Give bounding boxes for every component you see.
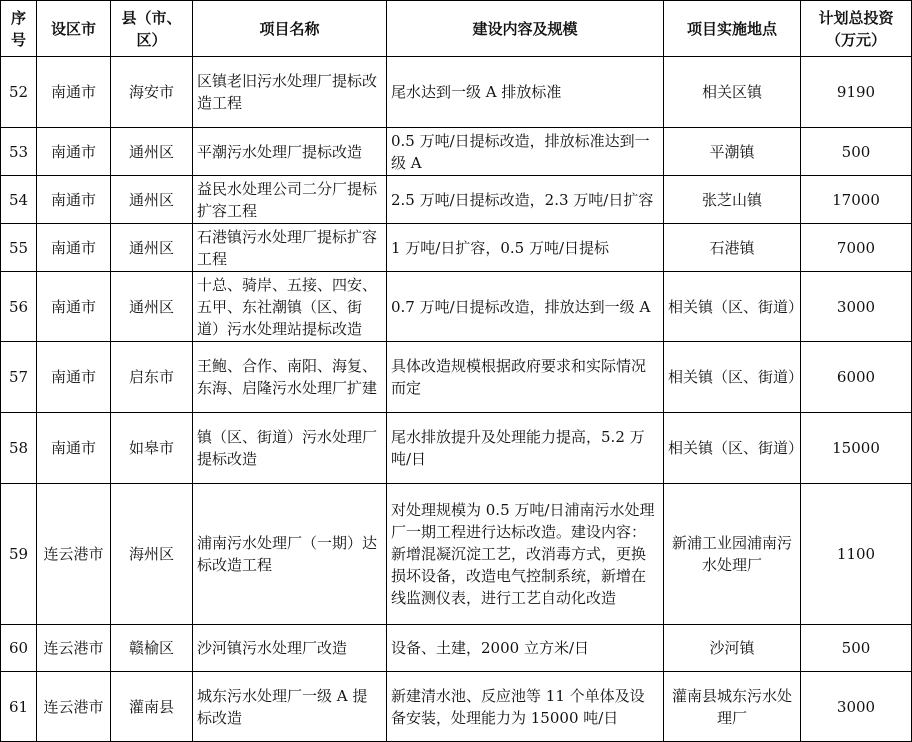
cell-investment: 17000 [801,176,912,224]
cell-seq: 54 [1,176,37,224]
cell-location: 新浦工业园浦南污水处理厂 [664,484,801,625]
cell-project: 沙河镇污水处理厂改造 [193,625,387,672]
cell-project: 城东污水处理厂一级 A 提标改造 [193,672,387,742]
cell-content: 尾水达到一级 A 排放标准 [387,57,664,128]
header-investment: 计划总投资（万元） [801,1,912,57]
cell-investment: 9190 [801,57,912,128]
cell-project: 区镇老旧污水处理厂提标改造工程 [193,57,387,128]
cell-city: 南通市 [37,128,111,176]
cell-content: 尾水排放提升及处理能力提高，5.2 万吨/日 [387,413,664,484]
table-row [1,224,912,272]
cell-county: 海州区 [111,484,193,625]
header-seq: 序号 [1,1,37,57]
cell-county: 通州区 [111,272,193,342]
cell-investment: 15000 [801,413,912,484]
cell-location: 平潮镇 [664,128,801,176]
table-row [1,484,912,625]
cell-seq: 57 [1,342,37,413]
table-row [1,176,912,224]
cell-content: 2.5 万吨/日提标改造，2.3 万吨/日扩容 [387,176,664,224]
cell-city: 连云港市 [37,625,111,672]
cell-county: 赣榆区 [111,625,193,672]
cell-county: 通州区 [111,224,193,272]
cell-county: 通州区 [111,128,193,176]
cell-location: 张芝山镇 [664,176,801,224]
cell-county: 海安市 [111,57,193,128]
cell-investment: 500 [801,625,912,672]
header-location: 项目实施地点 [664,1,801,57]
cell-content: 对处理规模为 0.5 万吨/日浦南污水处理厂一期工程进行达标改造。建设内容：新增混凝沉淀工艺，改消毒方式，更换损坏设备，改造电气控制系统，新增在线监测仪表，进行工艺自动化改造 [387,484,664,625]
cell-seq: 61 [1,672,37,742]
cell-project: 王鲍、合作、南阳、海复、东海、启隆污水处理厂扩建 [193,342,387,413]
header-row [1,1,912,57]
cell-location: 相关镇（区、街道） [664,272,801,342]
cell-content: 具体改造规模根据政府要求和实际情况而定 [387,342,664,413]
cell-county: 如皋市 [111,413,193,484]
cell-investment: 500 [801,128,912,176]
cell-seq: 55 [1,224,37,272]
header-content: 建设内容及规模 [387,1,664,57]
cell-project: 镇（区、街道）污水处理厂提标改造 [193,413,387,484]
cell-project: 浦南污水处理厂（一期）达标改造工程 [193,484,387,625]
cell-investment: 3000 [801,272,912,342]
cell-location: 相关区镇 [664,57,801,128]
cell-content: 0.7 万吨/日提标改造，排放达到一级 A [387,272,664,342]
cell-seq: 59 [1,484,37,625]
cell-city: 南通市 [37,272,111,342]
cell-location: 灌南县城东污水处理厂 [664,672,801,742]
cell-seq: 58 [1,413,37,484]
cell-project: 十总、骑岸、五接、四安、五甲、东社潮镇（区、街道）污水处理站提标改造 [193,272,387,342]
cell-county: 灌南县 [111,672,193,742]
cell-city: 连云港市 [37,672,111,742]
cell-project: 益民水处理公司二分厂提标扩容工程 [193,176,387,224]
header-project: 项目名称 [193,1,387,57]
table-row [1,57,912,128]
table-row [1,272,912,342]
cell-investment: 3000 [801,672,912,742]
cell-location: 相关镇（区、街道） [664,413,801,484]
cell-city: 南通市 [37,413,111,484]
table-row [1,413,912,484]
cell-city: 南通市 [37,342,111,413]
table-row [1,672,912,742]
cell-seq: 52 [1,57,37,128]
cell-city: 南通市 [37,176,111,224]
cell-location: 相关镇（区、街道） [664,342,801,413]
cell-content: 0.5 万吨/日提标改造，排放标准达到一级 A [387,128,664,176]
cell-city: 南通市 [37,224,111,272]
table-row [1,342,912,413]
cell-county: 通州区 [111,176,193,224]
cell-county: 启东市 [111,342,193,413]
cell-seq: 53 [1,128,37,176]
cell-content: 新建清水池、反应池等 11 个单体及设备安装，处理能力为 15000 吨/日 [387,672,664,742]
header-city: 设区市 [37,1,111,57]
cell-investment: 7000 [801,224,912,272]
cell-content: 设备、土建，2000 立方米/日 [387,625,664,672]
cell-location: 沙河镇 [664,625,801,672]
header-county: 县（市、区） [111,1,193,57]
cell-content: 1 万吨/日扩容，0.5 万吨/日提标 [387,224,664,272]
cell-location: 石港镇 [664,224,801,272]
table-row [1,625,912,672]
cell-city: 南通市 [37,57,111,128]
cell-seq: 56 [1,272,37,342]
cell-investment: 1100 [801,484,912,625]
cell-seq: 60 [1,625,37,672]
cell-project: 平潮污水处理厂提标改造 [193,128,387,176]
table-row [1,128,912,176]
cell-investment: 6000 [801,342,912,413]
cell-project: 石港镇污水处理厂提标扩容工程 [193,224,387,272]
cell-city: 连云港市 [37,484,111,625]
